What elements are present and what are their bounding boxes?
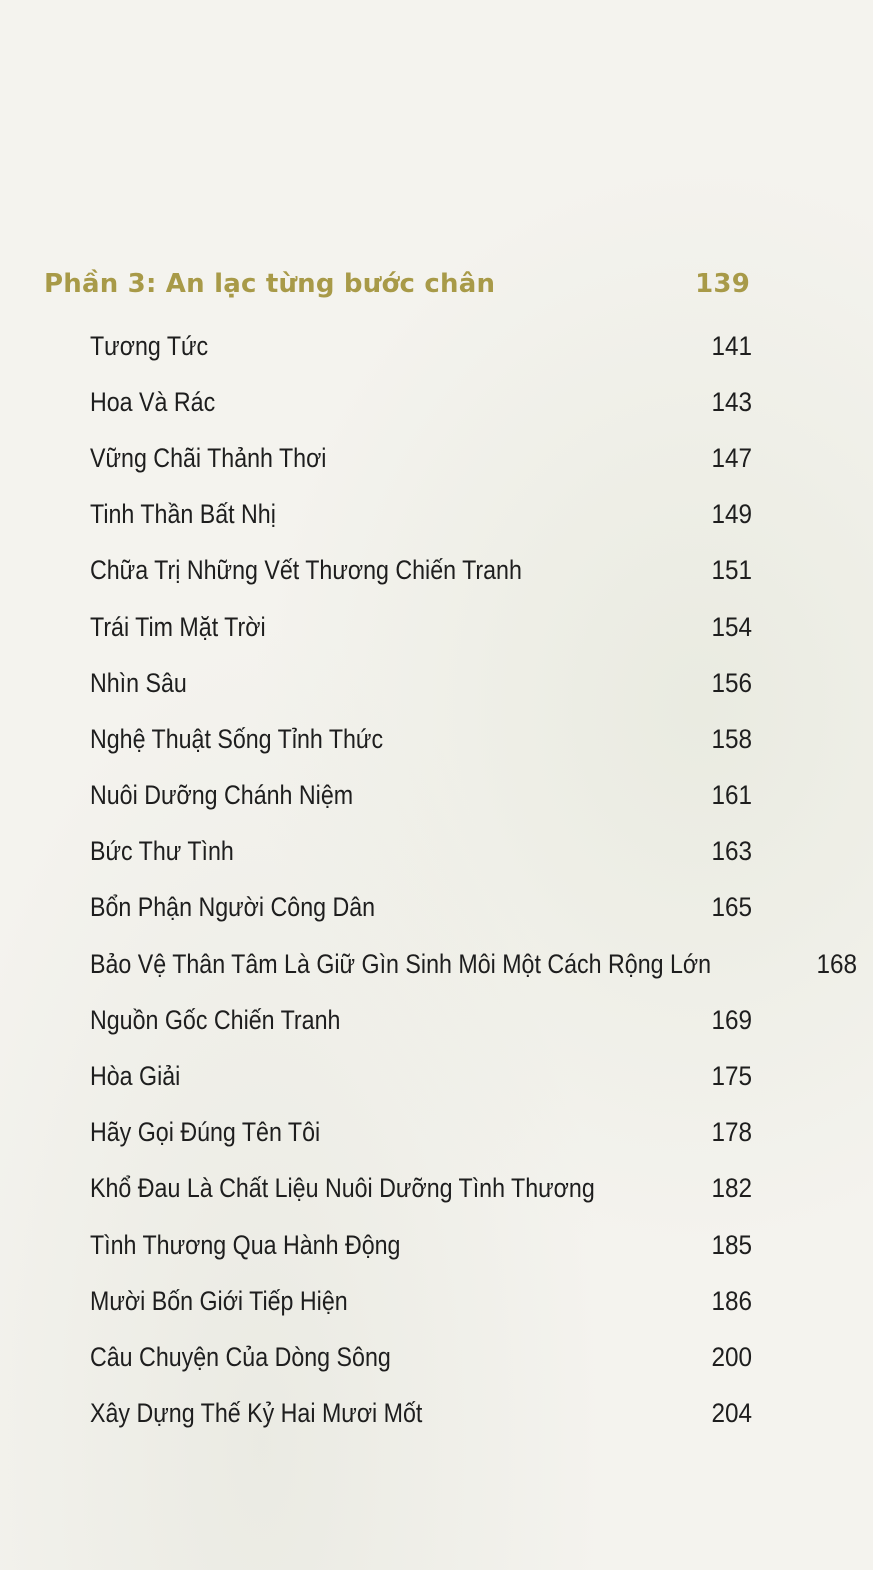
- toc-entry: [90, 655, 752, 711]
- entry-title: Nghệ Thuật Sống Tỉnh Thức: [90, 723, 384, 754]
- entry-page-number: 151: [711, 555, 752, 586]
- entry-page-number: 161: [711, 780, 752, 811]
- entry-title: Tinh Thần Bất Nhị: [90, 499, 276, 530]
- toc-entry: [90, 824, 752, 880]
- entry-title: Tương Tức: [90, 330, 209, 361]
- entry-title: Bổn Phận Người Công Dân: [90, 892, 376, 923]
- entry-page-number: 147: [711, 442, 752, 473]
- entry-title: Hãy Gọi Đúng Tên Tôi: [90, 1117, 321, 1148]
- toc-entry: [90, 1217, 752, 1273]
- entry-page-number: 168: [816, 948, 858, 979]
- entry-page-number: 186: [711, 1285, 752, 1316]
- entry-title: Vững Chãi Thảnh Thơi: [90, 442, 327, 473]
- toc-entry: [90, 1105, 752, 1161]
- entry-page-number: 149: [711, 499, 752, 530]
- entry-page-number: 141: [711, 330, 752, 361]
- entry-title: Xây Dựng Thế Kỷ Hai Mươi Mốt: [90, 1398, 423, 1429]
- toc-entry: [90, 318, 752, 374]
- section-page-number: 139: [695, 269, 750, 299]
- toc-entry: [90, 543, 752, 599]
- section-title: Phần 3: An lạc từng bước chân: [44, 269, 496, 299]
- entry-title: Hoa Và Rác: [90, 386, 216, 417]
- entry-title: Tình Thương Qua Hành Động: [90, 1229, 401, 1260]
- entry-title: Bảo Vệ Thân Tâm Là Giữ Gìn Sinh Môi Một Cách Rộng Lớn: [90, 948, 712, 979]
- entry-page-number: 143: [711, 386, 752, 417]
- toc-entry: [90, 599, 752, 655]
- toc-entry: [90, 1161, 752, 1217]
- toc-list: [90, 318, 858, 1442]
- entry-title: Hòa Giải: [90, 1061, 181, 1092]
- entry-page-number: 156: [711, 667, 752, 698]
- entry-page-number: 163: [711, 836, 752, 867]
- entry-page-number: 178: [711, 1117, 752, 1148]
- toc-entry: [90, 1048, 752, 1104]
- entry-page-number: 158: [711, 723, 752, 754]
- entry-page-number: 154: [711, 611, 752, 642]
- entry-title: Nhìn Sâu: [90, 667, 187, 698]
- entry-title: Khổ Đau Là Chất Liệu Nuôi Dưỡng Tình Thương: [90, 1173, 595, 1204]
- entry-page-number: 169: [711, 1004, 752, 1035]
- entry-title: Bức Thư Tình: [90, 836, 234, 867]
- toc-entry: [90, 487, 752, 543]
- toc-entry: [90, 1329, 752, 1385]
- toc-entry: [90, 430, 752, 486]
- toc-entry: [90, 880, 752, 936]
- entry-title: Nguồn Gốc Chiến Tranh: [90, 1004, 341, 1035]
- entry-title: Mười Bốn Giới Tiếp Hiện: [90, 1285, 348, 1316]
- toc-entry: [90, 1386, 752, 1442]
- toc-entry: [90, 992, 752, 1048]
- entry-title: Chữa Trị Những Vết Thương Chiến Tranh: [90, 555, 522, 586]
- toc-entry: [90, 711, 752, 767]
- entry-page-number: 185: [711, 1229, 752, 1260]
- toc-entry: [90, 374, 752, 430]
- entry-page-number: 200: [711, 1341, 752, 1372]
- section-heading: [44, 262, 750, 306]
- entry-page-number: 182: [711, 1173, 752, 1204]
- entry-title: Nuôi Dưỡng Chánh Niệm: [90, 780, 354, 811]
- entry-title: Câu Chuyện Của Dòng Sông: [90, 1341, 391, 1372]
- entry-page-number: 204: [711, 1398, 752, 1429]
- entry-page-number: 175: [711, 1061, 752, 1092]
- entry-title: Trái Tim Mặt Trời: [90, 611, 266, 642]
- toc-entry: [90, 936, 858, 992]
- entry-page-number: 165: [711, 892, 752, 923]
- toc-entry: [90, 768, 752, 824]
- toc-entry: [90, 1273, 752, 1329]
